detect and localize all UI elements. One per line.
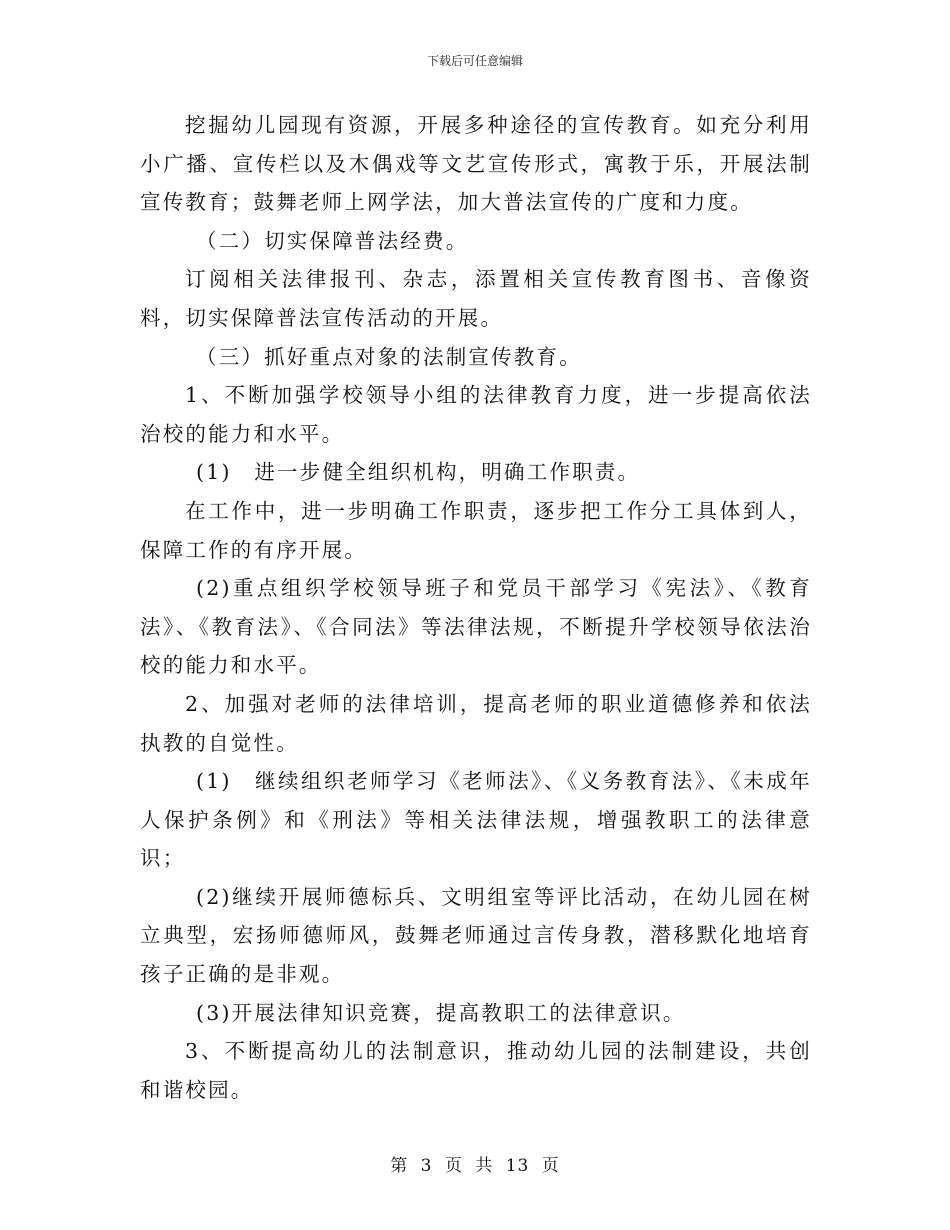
section-heading: （三）抓好重点对象的法制宣传教育。 (196, 344, 582, 369)
paragraph: 1、不断加强学校领导小组的法律教育力度，进一步提高依法治校的能力和水平。 (140, 383, 812, 446)
footer-suffix: 页 (541, 1156, 560, 1176)
footer-total-word: 共 (475, 1156, 494, 1176)
paragraph: 3、不断提高幼儿的法制意识，推动幼儿园的法制建设，共创和谐校园。 (140, 1039, 812, 1102)
footer-prefix: 第 (390, 1156, 409, 1176)
total-page-count: 13 (505, 1156, 530, 1176)
paragraph: 订阅相关法律报刊、杂志，添置相关宣传教育图书、音像资料，切实保障普法宣传活动的开展。 (140, 267, 812, 330)
list-item: (1) 继续组织老师学习《老师法》、《义务教育法》、《未成年人保护条例》和《刑法》等相关法律法规，增强教职工的法律意识； (140, 769, 812, 871)
section-heading: （二）切实保障普法经费。 (196, 228, 469, 253)
header-note: 下载后可任意编辑 (426, 54, 523, 68)
paragraph: 挖掘幼儿园现有资源，开展多种途径的宣传教育。如充分利用小广播、宣传栏以及木偶戏等文艺宣传形式，寓教于乐，开展法制宣传教育；鼓舞老师上网学法，加大普法宣传的广度和力度。 (140, 113, 812, 215)
list-item: (2)继续开展师德标兵、文明组室等评比活动，在幼儿园在树立典型，宏扬师德师风，鼓舞老师通过言传身教，潜移默化地培育孩子正确的是非观。 (140, 884, 812, 987)
list-item: (2)重点组织学校领导班子和党员干部学习《宪法》、《教育法》、《教育法》、《合同法》等法律法规，不断提升学校领导依法治校的能力和水平。 (140, 576, 812, 678)
page-header (0, 53, 950, 69)
document-body (140, 106, 812, 1109)
list-item: (3)开展法律知识竞赛，提高教职工的法律意识。 (196, 1000, 686, 1025)
list-item: (1) 进一步健全组织机构，明确工作职责。 (196, 460, 641, 485)
paragraph: 在工作中，进一步明确工作职责，逐步把工作分工具体到人，保障工作的有序开展。 (140, 498, 812, 562)
footer-page-unit: 页 (444, 1156, 463, 1176)
current-page-number: 3 (420, 1156, 433, 1176)
paragraph: 2、加强对老师的法律培训，提高老师的职业道德修养和依法执教的自觉性。 (140, 691, 812, 755)
page-footer (0, 1155, 950, 1177)
